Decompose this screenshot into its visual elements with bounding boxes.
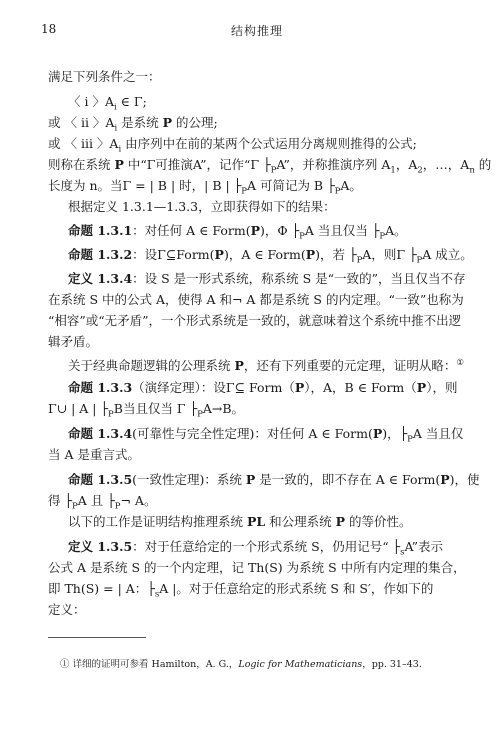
bold-run: P — [372, 426, 383, 441]
text-run: A 可简记为 B ├ — [246, 178, 335, 193]
text-run: ：对于任意给定的一个形式系统 S，仍用记号“ ├ — [132, 539, 401, 554]
text-run: 关于经典命题逻辑的公理系统 — [68, 358, 235, 374]
text-run: )，若 ├ — [315, 247, 357, 262]
text-run: ，pp. 31–43. — [362, 659, 422, 670]
text-line — [68, 247, 473, 269]
bold-run: 定义 1.3.4 — [68, 271, 133, 286]
subscript: P — [356, 255, 363, 266]
text-run: 当 A 是重言式。 — [48, 447, 140, 462]
text-run: 辑矛盾。 — [48, 334, 99, 349]
text-run: A 且 ├ — [77, 493, 115, 508]
text-run: ），则 — [426, 380, 458, 395]
text-run: Logic for Mathematicians — [238, 659, 363, 670]
bold-run: P — [214, 247, 224, 262]
text-line — [68, 271, 465, 287]
text-line — [48, 157, 491, 179]
text-run: ：设 S 是一形式系统，称系统 S 是“一致的”，当且仅当不存 — [132, 271, 466, 286]
subscript: s — [400, 547, 405, 558]
footnote — [60, 657, 422, 673]
subscript: P — [270, 165, 277, 176]
subscript: P — [197, 409, 203, 420]
bold-run: 命题 1.3.5 — [68, 472, 133, 487]
bold-run: P — [245, 472, 256, 487]
bold-run: P — [162, 115, 173, 130]
text-line — [68, 94, 147, 116]
subscript: n — [469, 165, 475, 176]
text-run: 则称在系统 — [48, 157, 115, 172]
text-run: 定义： — [48, 602, 86, 617]
text-run: ¬ A。 — [120, 493, 157, 508]
subscript: P — [416, 255, 423, 266]
subscript: 1 — [390, 165, 396, 176]
text-line — [68, 223, 407, 245]
text-run: (一致性定理)：系统 — [132, 472, 246, 487]
text-line — [48, 313, 461, 329]
text-run: 在系统 S 中的公式 A，使得 A 和¬ A 都是系统 S 的内定理。“一致”也称为 — [48, 292, 464, 307]
text-line — [68, 355, 464, 374]
text-run: Γ∪ | A | ├ — [48, 401, 109, 416]
text-run: (可靠性与完全性定理)：对任何 A ∈ Form( — [132, 426, 373, 441]
text-run: 和公理系统 — [265, 514, 336, 529]
text-run: ∈ Γ; — [116, 94, 147, 109]
text-run: B当且仅当 Γ ├ — [113, 401, 198, 416]
bold-run: 定义 1.3.5 — [68, 539, 133, 554]
text-run: A。 — [340, 178, 362, 193]
subscript: P — [407, 434, 413, 445]
text-run: A |。对于任意给定的形式系统 S 和 S′，作如下的 — [159, 581, 434, 596]
text-run: ：对任何 A ∈ Form( — [132, 223, 251, 238]
text-run: A，则Γ ├ — [362, 247, 417, 262]
text-run: （演绎定理）：设Γ⊆ Form（ — [132, 380, 295, 395]
running-title: 结构推理 — [231, 24, 284, 38]
subscript: i — [118, 144, 122, 155]
subscript: i — [113, 102, 117, 113]
text-run: A”表示 — [404, 539, 444, 554]
subscript: P — [299, 231, 305, 242]
subscript: 2 — [417, 165, 423, 176]
text-run: 以下的工作是证明结构推理系统 — [68, 514, 247, 529]
subscript: s — [154, 589, 160, 600]
text-run: ，A — [395, 157, 418, 172]
text-run: )，Φ ├ — [259, 223, 300, 238]
text-line — [68, 514, 412, 530]
bold-run: P — [335, 514, 346, 529]
subscript: P — [114, 501, 121, 512]
text-line — [68, 199, 336, 215]
text-run: 是系统 — [117, 115, 163, 130]
subscript: P — [379, 231, 386, 242]
text-line — [48, 401, 244, 423]
text-run: 长度为 n。当Γ = | B | 时，| B | ├ — [48, 178, 242, 193]
bold-run: P — [114, 157, 124, 172]
text-run: 即 Th(S) = | A：├ — [48, 581, 155, 596]
bold-run: P — [305, 247, 316, 262]
bold-run: PL — [246, 514, 266, 529]
text-line — [48, 136, 417, 158]
text-run: )，使 — [449, 472, 480, 487]
text-run: 中“Γ可推演A”，记作“Γ ├ — [123, 157, 271, 172]
subscript: P — [334, 186, 341, 197]
subscript: P — [72, 501, 78, 512]
footnote-mark: ① — [456, 358, 465, 368]
text-run: 满足下列条件之一： — [48, 69, 161, 84]
text-line — [48, 447, 140, 463]
text-run: A 当且仅 — [412, 426, 464, 441]
text-line — [48, 560, 466, 576]
text-line — [68, 539, 443, 561]
text-line — [68, 472, 480, 488]
text-run: 的 — [474, 157, 492, 172]
footnote-rule — [48, 637, 146, 638]
bold-run: 命题 1.3.2 — [68, 247, 133, 262]
text-line — [48, 581, 433, 603]
text-run: A 当且仅当 ├ — [304, 223, 380, 238]
text-line — [68, 426, 463, 448]
text-run: ，还有下列重要的元定理，证明从略： — [243, 358, 457, 374]
subscript: P — [108, 409, 114, 420]
bold-run: P — [250, 223, 260, 238]
text-run: A。 — [385, 223, 407, 238]
bold-run: P — [294, 380, 305, 395]
bold-run: P — [440, 472, 450, 487]
bold-run: 命题 1.3.1 — [68, 223, 133, 238]
text-run: 或 〈 ⅱ 〉A — [48, 115, 115, 130]
text-run: 根据定义 1.3.1—1.3.3，立即获得如下的结果： — [68, 199, 336, 214]
text-run: 是一致的，即不存在 A ∈ Form( — [255, 472, 441, 487]
bold-run: P — [234, 358, 244, 374]
text-line — [48, 493, 156, 515]
bold-run: 命题 1.3.4 — [68, 426, 133, 441]
text-run: A 成立。 — [422, 247, 473, 262]
bold-run: P — [416, 380, 427, 395]
text-line — [48, 602, 86, 618]
text-run: ，…，A — [422, 157, 470, 172]
page-number: 18 — [41, 22, 57, 36]
text-run: ），A，B ∈ Form（ — [304, 380, 417, 395]
text-run: 得 ├ — [48, 493, 72, 508]
text-run: ① 详细的证明可参看 Hamilton，A. G.， — [60, 659, 239, 670]
text-run: )，├ — [382, 426, 408, 441]
subscript: i — [114, 123, 118, 134]
text-run: 或 〈 ⅲ 〉A — [48, 136, 119, 151]
text-run: “相容”或“无矛盾”，一个形式系统是一致的，就意味着这个系统中推不出逻 — [48, 313, 462, 328]
bold-run: 命题 1.3.3 — [68, 380, 133, 395]
text-line — [48, 178, 362, 200]
text-line — [48, 334, 98, 350]
text-line — [68, 380, 457, 396]
text-run: 的公理; — [172, 115, 218, 130]
text-run: A→B。 — [202, 401, 245, 416]
subscript: P — [241, 186, 247, 197]
text-run: 由序列中在前的某两个公式运用分离规则推得的公式; — [121, 136, 417, 151]
text-run: 公式 A 是系统 S 的一个内定理，记 Th(S) 为系统 S 中所有内定理的集合， — [48, 560, 466, 575]
text-run: )，A ∈ Form( — [223, 247, 306, 262]
text-run: ：设Γ⊆Form( — [132, 247, 215, 262]
text-line — [48, 115, 218, 137]
text-line — [48, 292, 464, 308]
text-run: 〈 ⅰ 〉A — [68, 94, 114, 109]
text-run: A”，并称推演序列 A — [276, 157, 391, 172]
text-line — [48, 69, 161, 85]
text-run: 的等价性。 — [345, 514, 412, 529]
